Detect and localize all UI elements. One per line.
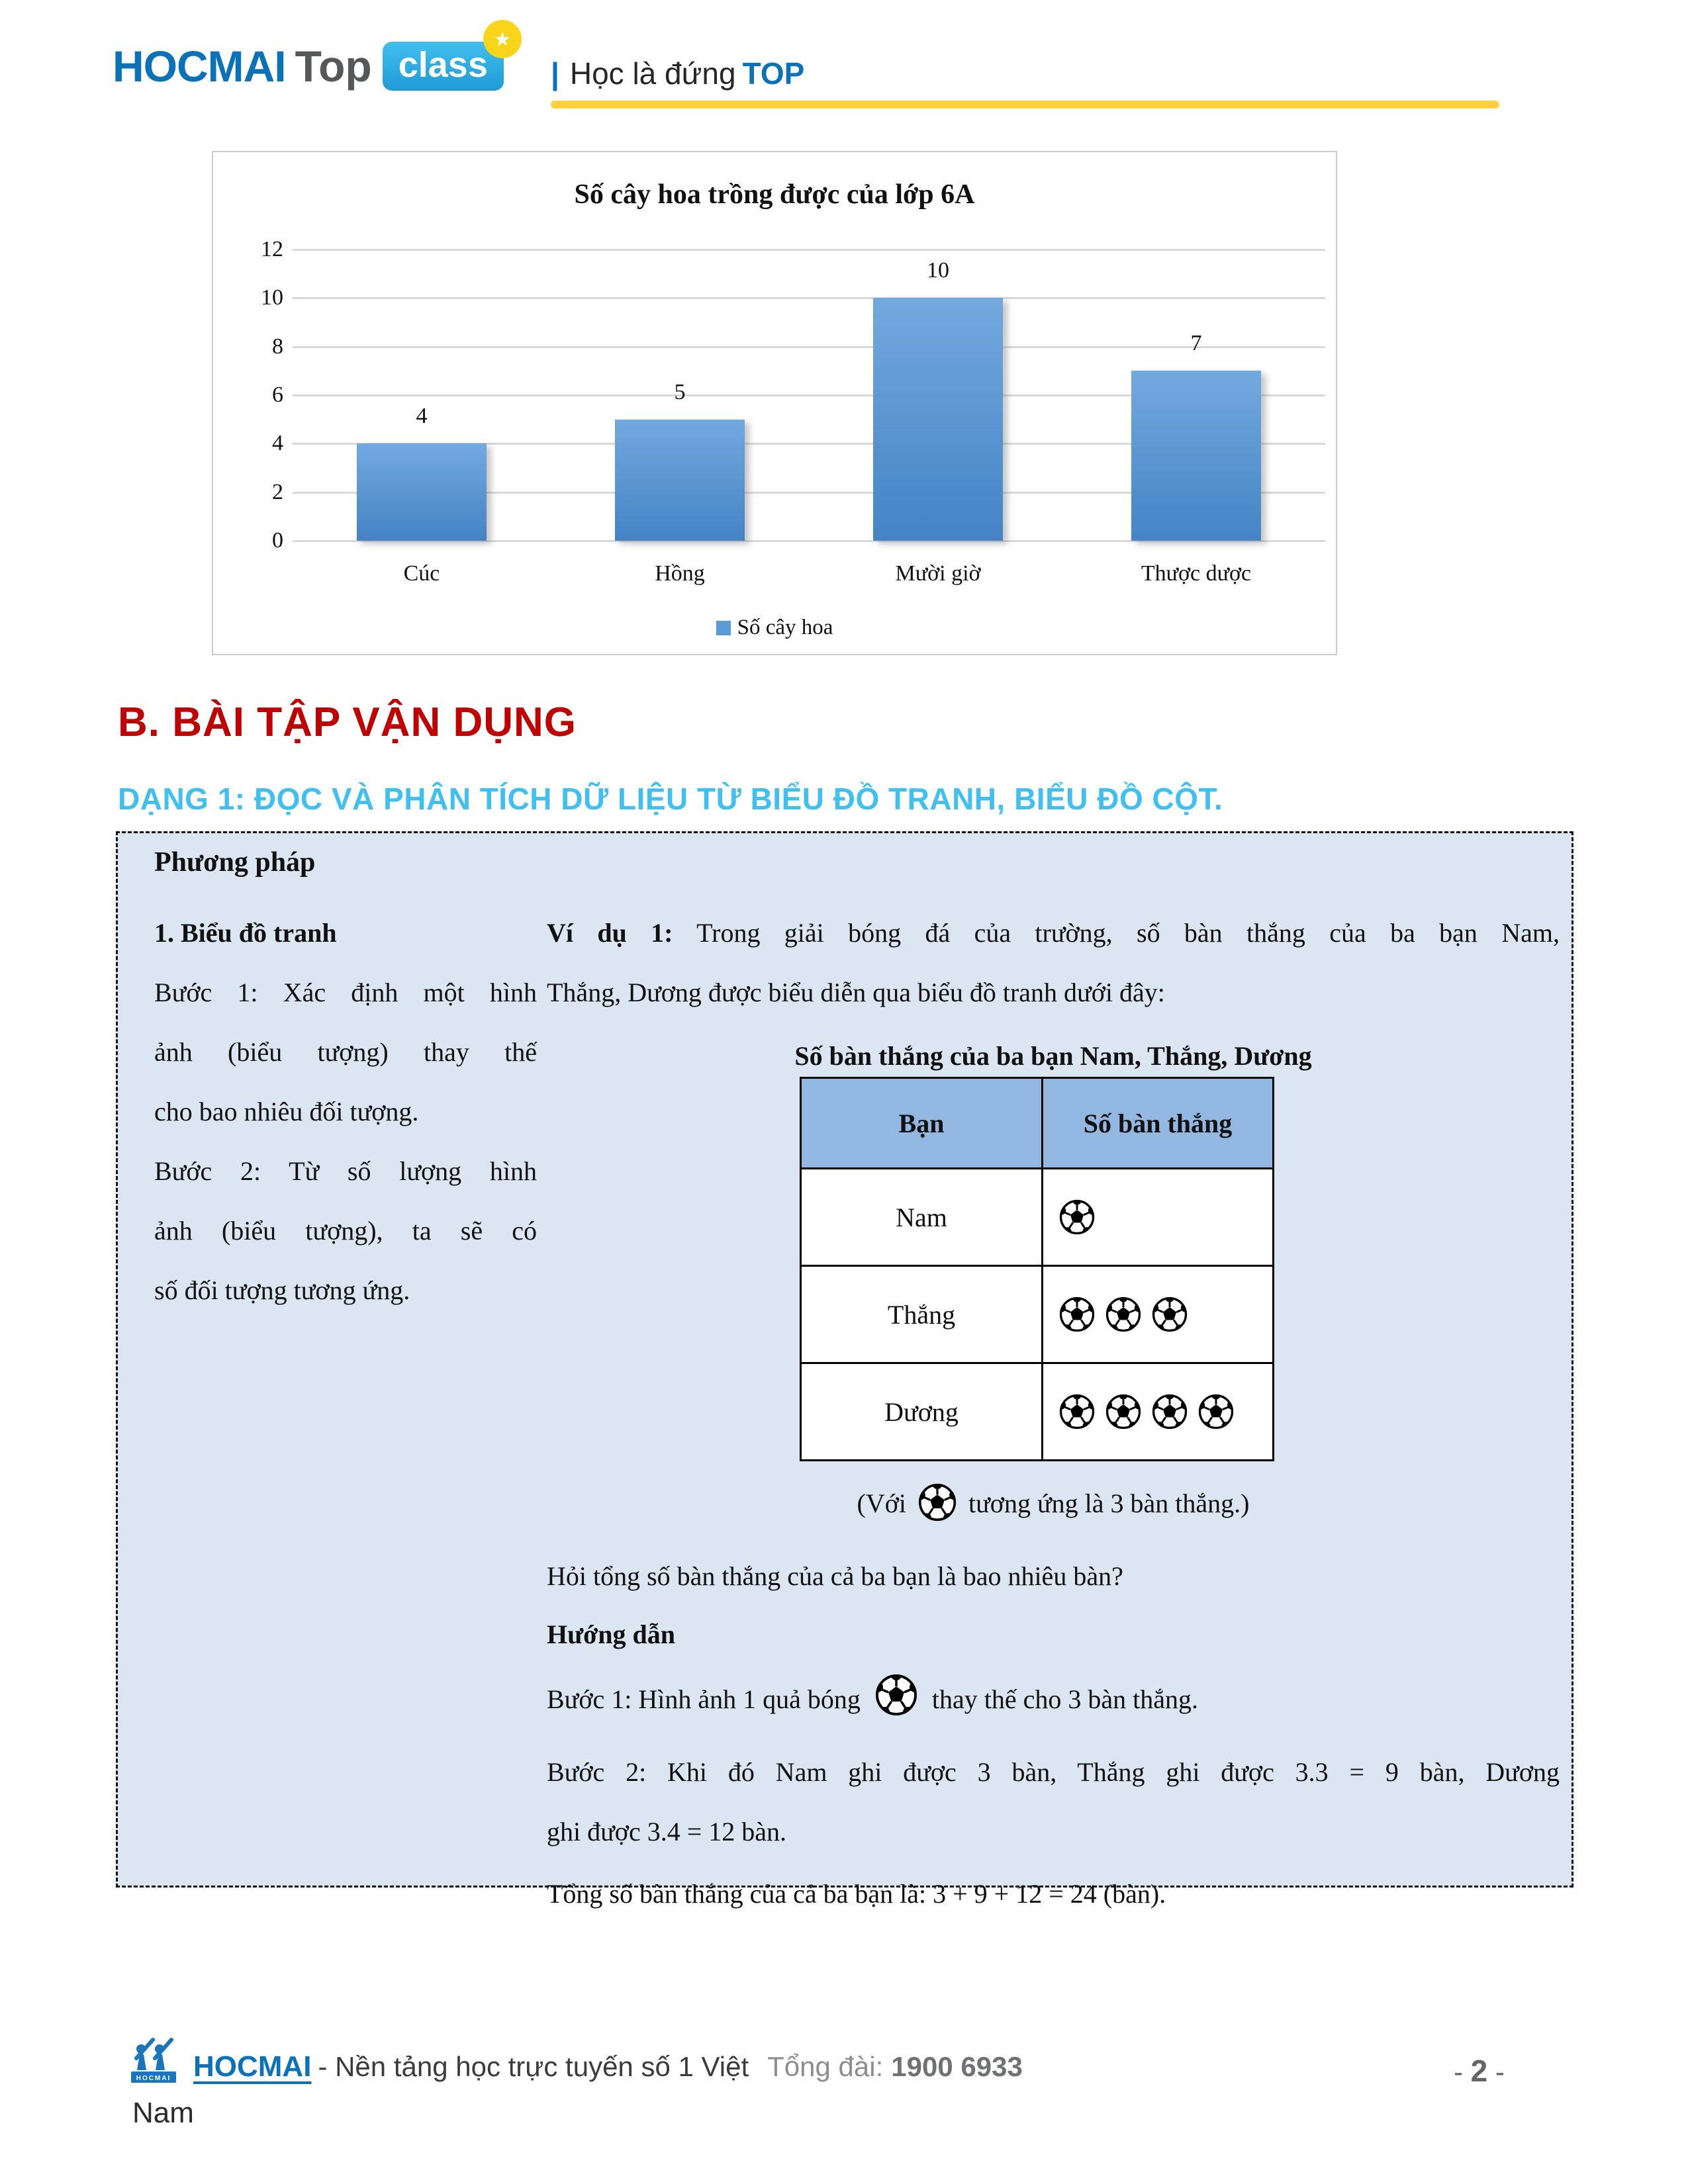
chart-gridline [293, 249, 1325, 251]
question-line: Hỏi tổng số bàn thắng của cả ba bạn là bao nhiêu bàn? [547, 1561, 1123, 1591]
flower-bar-chart [212, 151, 1337, 655]
text-line: cho bao nhiêu đối tượng. [154, 1097, 419, 1126]
footer-wrapped-word: Nam [132, 2097, 194, 2129]
y-axis-tick-label: 6 [272, 383, 283, 407]
page-number [1454, 2053, 1505, 2089]
text-line: Bước 2: Khi đó Nam ghi được 3 bàn, Thắng ghi được 3.3 = 9 bàn, Dương [547, 1757, 1560, 1787]
caption-before: (Với [857, 1488, 907, 1518]
chart-bar [1131, 371, 1261, 541]
soccer-ball-icon [1105, 1297, 1141, 1332]
text-line: ảnh (biểu tượng), ta sẽ có [154, 1216, 537, 1246]
step1-before: Bước 1: Hình ảnh 1 quả bóng [547, 1684, 861, 1714]
page-number-open: - [1454, 2056, 1471, 2087]
example-intro-line1 [547, 903, 1560, 963]
logo-class-label: class [398, 45, 488, 85]
goals-pictogram-cell [1043, 1169, 1274, 1266]
soccer-ball-icon [1059, 1297, 1095, 1332]
table-row [801, 1169, 1274, 1266]
soccer-ball-icon [1059, 1199, 1095, 1235]
bar-value-label: 7 [1190, 331, 1202, 356]
goals-pictogram-cell [1043, 1363, 1274, 1461]
guide-heading: Hướng dẫn [547, 1619, 676, 1649]
soccer-ball-icon [861, 1684, 932, 1714]
legend-swatch [716, 621, 731, 635]
method-box-title: Phương pháp [154, 847, 316, 878]
chart-bar [615, 420, 745, 541]
soccer-ball-icon [1198, 1394, 1234, 1430]
x-axis-category-label: Hồng [655, 561, 705, 586]
x-axis-category-label: Thược dược [1141, 561, 1252, 586]
page-number-close: - [1487, 2056, 1505, 2087]
footer-brand-link[interactable]: HOCMAI [193, 2050, 312, 2083]
pictogram-heading: 1. Biểu đồ tranh [154, 918, 337, 948]
tagline-text: Học là đứng [569, 56, 736, 91]
soccer-ball-icon [1152, 1297, 1188, 1332]
header-underline [551, 101, 1499, 109]
tagline-bar: | [551, 56, 559, 91]
text-line: ghi được 3.4 = 12 bàn. [547, 1817, 787, 1846]
bar-value-label: 5 [674, 379, 686, 404]
example-intro-line2: Thắng, Dương được biểu diễn qua biểu đồ tranh dưới đây: [547, 978, 1165, 1007]
soccer-ball-icon [1059, 1394, 1095, 1430]
goals-pictogram-cell [1043, 1266, 1274, 1363]
text-line: Bước 2: Từ số lượng hình [154, 1156, 537, 1186]
y-axis-tick-label: 12 [261, 237, 283, 261]
caption-after: tương ứng là 3 bàn thắng.) [968, 1488, 1250, 1518]
soccer-ball-icon [1105, 1394, 1141, 1430]
example-intro [547, 903, 1560, 1023]
player-name-cell: Dương [801, 1363, 1043, 1461]
pictogram-step1-paragraph [154, 963, 537, 1142]
table-row [801, 1363, 1274, 1461]
hotline-number: 1900 6933 [891, 2051, 1023, 2082]
soccer-ball-icon [875, 1674, 917, 1716]
solution-total-line: Tổng số bàn thắng của cả ba bạn là: 3 + 9 + 12 = 24 (bàn). [547, 1879, 1166, 1909]
player-name-cell: Thắng [801, 1266, 1043, 1363]
ball-legend-caption [547, 1467, 1560, 1540]
example-intro-text1: Trong giải bóng đá của trường, số bàn thắng của ba bạn Nam, [696, 918, 1560, 948]
hocmai-footer-logo-icon [130, 2034, 177, 2088]
example-label: Ví dụ 1: [547, 918, 673, 948]
y-axis-tick-label: 4 [272, 431, 283, 456]
col-header-so-ban-thang: Số bàn thắng [1043, 1078, 1274, 1169]
table-row [801, 1266, 1274, 1363]
table-header-row [801, 1078, 1274, 1169]
solution-step1 [547, 1663, 1560, 1736]
tagline-top: TOP [742, 56, 805, 91]
col-header-ban: Bạn [801, 1078, 1043, 1169]
chart-gridline [293, 297, 1325, 299]
hotline-label: Tổng đài: [767, 2051, 884, 2082]
logo-text-class [383, 29, 510, 91]
header-tagline [551, 56, 804, 91]
star-badge-icon: ★ [485, 22, 520, 56]
logo-text-hocmai: HOCMAI [113, 42, 286, 91]
soccer-ball-icon [906, 1488, 968, 1518]
footer-description: - Nền tảng học trực tuyến số 1 Việt [318, 2051, 749, 2082]
bar-value-label: 10 [927, 258, 949, 283]
y-axis-tick-label: 2 [272, 479, 283, 504]
hocmai-logo [113, 29, 510, 91]
player-name-cell: Nam [801, 1169, 1043, 1266]
x-axis-category-label: Mười giờ [895, 561, 981, 586]
y-axis-tick-label: 0 [272, 528, 283, 553]
text-line: Bước 1: Xác định một hình [154, 978, 537, 1007]
method-box [116, 831, 1573, 1909]
x-axis-category-label: Cúc [403, 561, 440, 586]
text-line: ảnh (biểu tượng) thay thế [154, 1037, 537, 1067]
y-axis-tick-label: 10 [261, 285, 283, 310]
section-heading-dang1: DẠNG 1: ĐỌC VÀ PHÂN TÍCH DỮ LIỆU TỪ BIỂU ĐỒ TRANH, BIỂU ĐỒ CỘT. [118, 782, 1223, 816]
chart-bar [357, 443, 487, 541]
pictogram-step2-paragraph [154, 1142, 537, 1320]
chart-legend [213, 615, 1336, 640]
soccer-ball-icon [1152, 1394, 1188, 1430]
goals-table [800, 1077, 1274, 1461]
footer-info-line [193, 2050, 1023, 2083]
soccer-ball-icon [918, 1483, 957, 1522]
legend-label: Số cây hoa [737, 615, 833, 639]
bar-value-label: 4 [416, 404, 428, 429]
logo-text-top: Top [295, 42, 372, 91]
solution-step2 [547, 1743, 1560, 1862]
section-heading-b: B. BÀI TẬP VẬN DỤNG [118, 700, 577, 745]
text-line: số đối tượng tương ứng. [154, 1275, 410, 1305]
step1-after: thay thế cho 3 bàn thắng. [931, 1684, 1198, 1714]
method-left-column [154, 903, 537, 1320]
chart-bar [873, 298, 1003, 541]
y-axis-tick-label: 8 [272, 334, 283, 359]
chart-title: Số cây hoa trồng được của lớp 6A [574, 179, 975, 210]
footer-logo-text: HOCMAI [136, 2075, 171, 2082]
page-number-value: 2 [1470, 2054, 1488, 2088]
pictogram-table-title: Số bàn thắng của ba bạn Nam, Thắng, Dương [794, 1041, 1312, 1071]
